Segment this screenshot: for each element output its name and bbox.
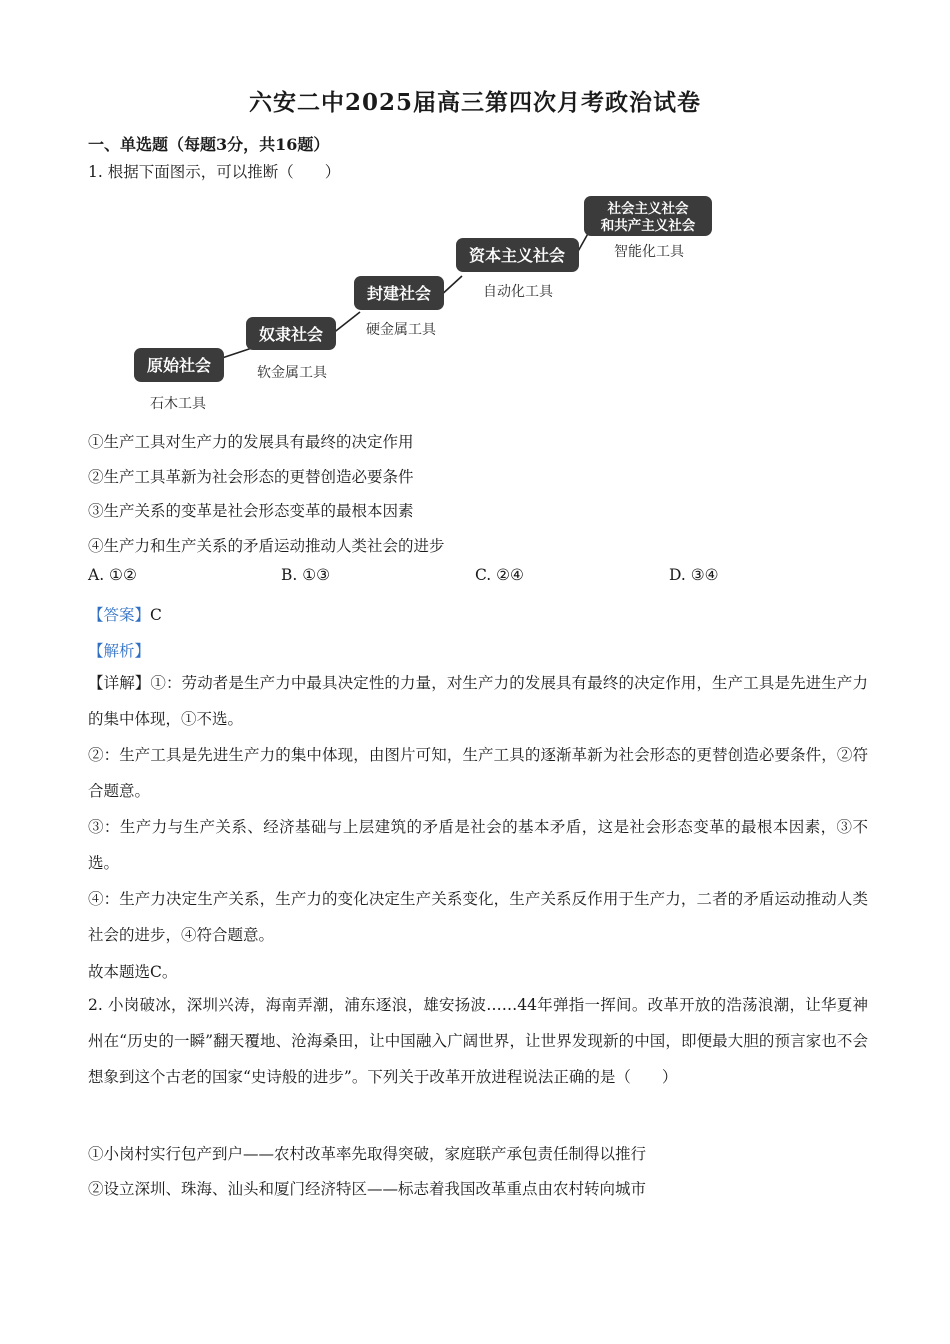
answer-value: C [150, 606, 162, 624]
stage-primitive [134, 348, 224, 412]
q1-statement-1: ①生产工具对生产力的发展具有最终的决定作用 [88, 433, 414, 451]
society-tools-diagram [120, 188, 740, 418]
q1-statement-3: ③生产关系的变革是社会形态变革的最根本因素 [88, 502, 414, 520]
q1-statement-2: ②生产工具革新为社会形态的更替创造必要条件 [88, 468, 414, 486]
stage-tool-primitive: 石木工具 [150, 396, 206, 412]
stage-slave [246, 317, 336, 381]
detail-paragraph-4: ④：生产力决定生产关系，生产力的变化决定生产关系变化，生产关系反作用于生产力，二者的矛盾运动推动人类社会的进步，④符合题意。 [88, 890, 868, 944]
stage-socialist [584, 196, 712, 260]
option-b: B. ①③ [281, 566, 331, 584]
section-heading: 一、单选题（每题3分，共16题） [88, 135, 330, 154]
detail-label: 【详解】 [88, 674, 151, 692]
stage-tool-capitalist: 自动化工具 [483, 284, 553, 300]
option-d: D. ③④ [669, 566, 719, 584]
detail-paragraph-1 [88, 665, 868, 737]
q1-statement-4: ④生产力和生产关系的矛盾运动推动人类社会的进步 [88, 537, 445, 555]
stage-society-socialist-line1: 社会主义社会 [607, 201, 689, 217]
stage-society-primitive: 原始社会 [146, 356, 212, 375]
answer-line [88, 603, 162, 625]
stage-tool-feudal: 硬金属工具 [366, 322, 436, 338]
option-c: C. ②④ [475, 566, 524, 584]
stage-feudal [354, 276, 444, 338]
page-title: 六安二中2025届高三第四次月考政治试卷 [248, 89, 701, 116]
stage-tool-socialist: 智能化工具 [614, 244, 684, 260]
detail-paragraph-2: ②：生产工具是先进生产力的集中体现，由图片可知，生产工具的逐渐革新为社会形态的更替创造必要条件，②符合题意。 [88, 746, 868, 800]
detail-1-text: ①：劳动者是生产力中最具决定性的力量，对生产力的发展具有最终的决定作用，生产工具是先进生产力的集中体现，①不选。 [88, 674, 868, 728]
q1-conclusion: 故本题选C。 [88, 963, 178, 981]
q2-statement-2: ②设立深圳、珠海、汕头和厦门经济特区——标志着我国改革重点由农村转向城市 [88, 1180, 647, 1198]
option-a: A. ①② [88, 566, 137, 584]
stage-society-slave: 奴隶社会 [258, 325, 324, 344]
stage-tool-slave: 软金属工具 [257, 365, 327, 381]
stage-society-feudal: 封建社会 [366, 284, 432, 303]
detail-paragraph-3: ③：生产力与生产关系、经济基础与上层建筑的矛盾是社会的基本矛盾，这是社会形态变革的最根本因素，③不选。 [88, 818, 868, 872]
question-1-stem: 1. 根据下面图示，可以推断（ ） [88, 163, 341, 181]
stage-society-socialist-line2: 和共产主义社会 [600, 218, 696, 234]
stage-society-capitalist: 资本主义社会 [468, 246, 566, 265]
stage-capitalist [456, 238, 579, 300]
question-2-stem: 2. 小岗破冰，深圳兴涛，海南弄潮，浦东逐浪，雄安扬波……44年弹指一挥间。改革开放的浩荡浪潮，让华夏神州在“历史的一瞬”翻天覆地、沧海桑田，让中国融入广阔世界，让世界发现新的中国，即便最大胆的预言家也不会想象到这个古老的国家“史诗般的进步”。下列关于改革开放进程说法正确的是（ ） [88, 996, 868, 1086]
analysis-label: 【解析】 [88, 642, 151, 660]
answer-label: 【答案】 [88, 606, 151, 624]
q2-statement-1: ①小岗村实行包产到户——农村改革率先取得突破，家庭联产承包责任制得以推行 [88, 1145, 647, 1163]
